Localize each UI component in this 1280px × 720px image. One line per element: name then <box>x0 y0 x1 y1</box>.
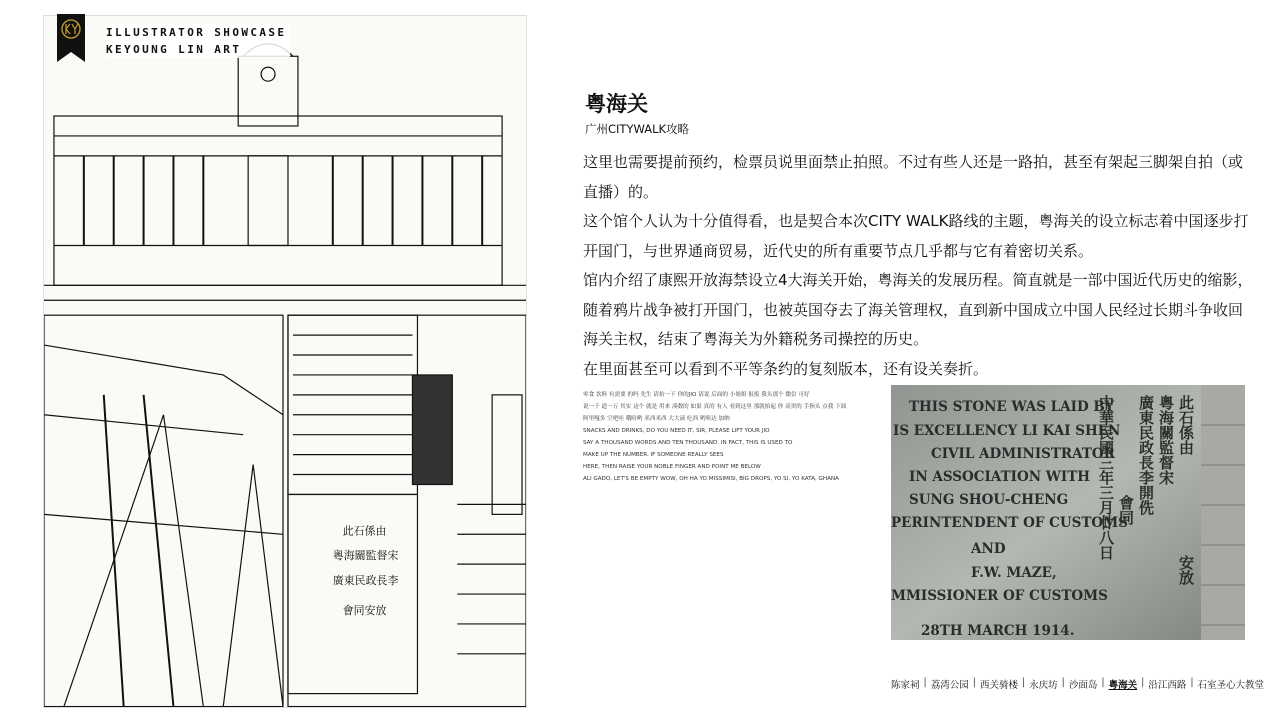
foundation-stone-photo <box>891 385 1245 640</box>
nav-item-yongqingfang[interactable]: 永庆坊 <box>1029 680 1058 691</box>
brand-line-2: KEYOUNG LIN ART <box>106 43 242 56</box>
nav-separator: | <box>1021 677 1026 688</box>
brand-logo <box>57 14 85 62</box>
filler-line: SNACKS AND DRINKS, DO YOU NEED IT, SIR, PLEASE LIFT YOUR JIO <box>583 428 770 434</box>
sketch-illustration <box>43 15 527 708</box>
inscription-line: THIS STONE WAS LAID BY <box>909 399 1115 415</box>
svg-text:會同安放: 會同安放 <box>342 603 387 617</box>
nav-separator: | <box>1190 677 1194 688</box>
nav-item-customs-active[interactable]: 粤海关 <box>1108 680 1138 691</box>
svg-text:此石係由: 此石係由 <box>342 524 387 538</box>
inscription-line: SUNG SHOU-CHENG <box>909 492 1069 508</box>
svg-text:廣東民政長李: 廣東民政長李 <box>332 574 399 588</box>
nav-item-yanjiang-road[interactable]: 沿江西路 <box>1148 680 1187 691</box>
filler-line: 说一千 道一万 其实 这个 就是 用来 凑数的 如果 真的 有人 看到这里 那就抬起 你 高贵的 手指头 点我 下面 <box>583 404 847 410</box>
inscription-cn: 此石係由 <box>1177 395 1195 455</box>
paragraph: 这里也需要提前预约，检票员说里面禁止拍照。不过有些人还是一路拍，甚至有架起三脚架自拍（或直播）的。 <box>583 153 1244 201</box>
article-subtitle: 广州CITYWALK攻略 <box>585 122 690 136</box>
inscription-cn: 安放 <box>1177 555 1195 585</box>
inscription-cn: 粵海關監督宋 <box>1157 395 1175 485</box>
nav-item-cathedral[interactable]: 石室圣心大教堂 <box>1197 680 1265 691</box>
customs-house-sketch <box>44 16 526 707</box>
inscription-line: F.W. MAZE, <box>971 565 1057 581</box>
inscription-line: IS EXCELLENCY LI KAI SHEN <box>893 423 1121 439</box>
nav-separator: | <box>1141 677 1145 688</box>
inscription-cn: 中華民國三年三月廿八日 <box>1097 395 1115 560</box>
inscription-line: 28TH MARCH 1914. <box>921 623 1075 639</box>
inscription-line: CIVIL ADMINISTRATOR <box>931 446 1115 462</box>
filler-line: SAY A THOUSAND WORDS AND TEN THOUSAND. IN FACT, THIS IS USED TO <box>583 440 793 446</box>
paragraph: 在里面甚至可以看到不平等条约的复刻版本，还有设关奏折。 <box>583 359 989 378</box>
nav-separator: | <box>923 677 927 688</box>
inscription-line: MMISSIONER OF CUSTOMS <box>891 588 1108 604</box>
nav-separator: | <box>972 677 976 688</box>
article-title: 粤海关 <box>585 92 648 116</box>
paragraph: 馆内介绍了康熙开放海禁设立4大海关开始，粤海关的发展历程。简直就是一部中国近代历史的缩影，随着鸦片战争被打开国门，也被英国夺去了海关管理权，直到新中国成立中国人民经过长期斗争收回海关主权，结束了粤海关为外籍税务司操控的历史。 <box>583 271 1253 348</box>
brand-text <box>106 24 290 58</box>
filler-line: HERE, THEN RAISE YOUR NOBLE FINGER AND POINT ME BELOW <box>583 464 761 470</box>
filler-line: 阿里嘎多 空吧哇 哦哈哟 米西米西 大大滴 吃西 哟哈达 加纳 <box>583 416 730 422</box>
inscription-line: PERINTENDENT OF CUSTOMS <box>891 515 1128 531</box>
nav-item-shamian[interactable]: 沙面岛 <box>1068 680 1098 691</box>
inscription-line: IN ASSOCIATION WITH <box>909 469 1091 485</box>
nav-separator: | <box>1061 677 1065 688</box>
brand-line-1: ILLUSTRATOR SHOWCASE <box>106 26 287 39</box>
paragraph: 这个馆个人认为十分值得看，也是契合本次CITY WALK路线的主题，粤海关的设立标志着中国逐步打开国门，与世界通商贸易，近代史的所有重要节点几乎都与它有着密切关系。 <box>583 212 1249 260</box>
filler-text <box>583 389 846 485</box>
filler-line: ALI GADO, LET'S BE EMPTY WOW, OH HA YO MISSIMISI, BIG DROPS, YO SI, YO KATA, GHANA <box>583 476 839 482</box>
filler-line: 零食 饮料 有需要 的吗 先生 请抬一下 你的JIO 请说 后面的 小姐姐 报报 我头那个 微信 可好 <box>583 392 810 398</box>
inscription-cn: 廣東民政長李開侁 <box>1137 395 1155 515</box>
nav-item-chenjiaci[interactable]: 陈家祠 <box>891 680 920 691</box>
route-nav <box>891 677 1264 691</box>
article-body <box>583 148 1253 384</box>
nav-item-liwan-park[interactable]: 荔湾公园 <box>930 680 969 691</box>
inscription-line: AND <box>971 541 1006 557</box>
nav-item-xiguan-qilou[interactable]: 西关骑楼 <box>979 680 1018 691</box>
nav-separator: | <box>1101 677 1105 688</box>
filler-line: MAKE UP THE NUMBER. IF SOMEONE REALLY SEES <box>583 452 724 458</box>
inscription-cn: 會同 <box>1117 495 1135 525</box>
svg-text:粵海關監督宋: 粵海關監督宋 <box>332 549 399 563</box>
